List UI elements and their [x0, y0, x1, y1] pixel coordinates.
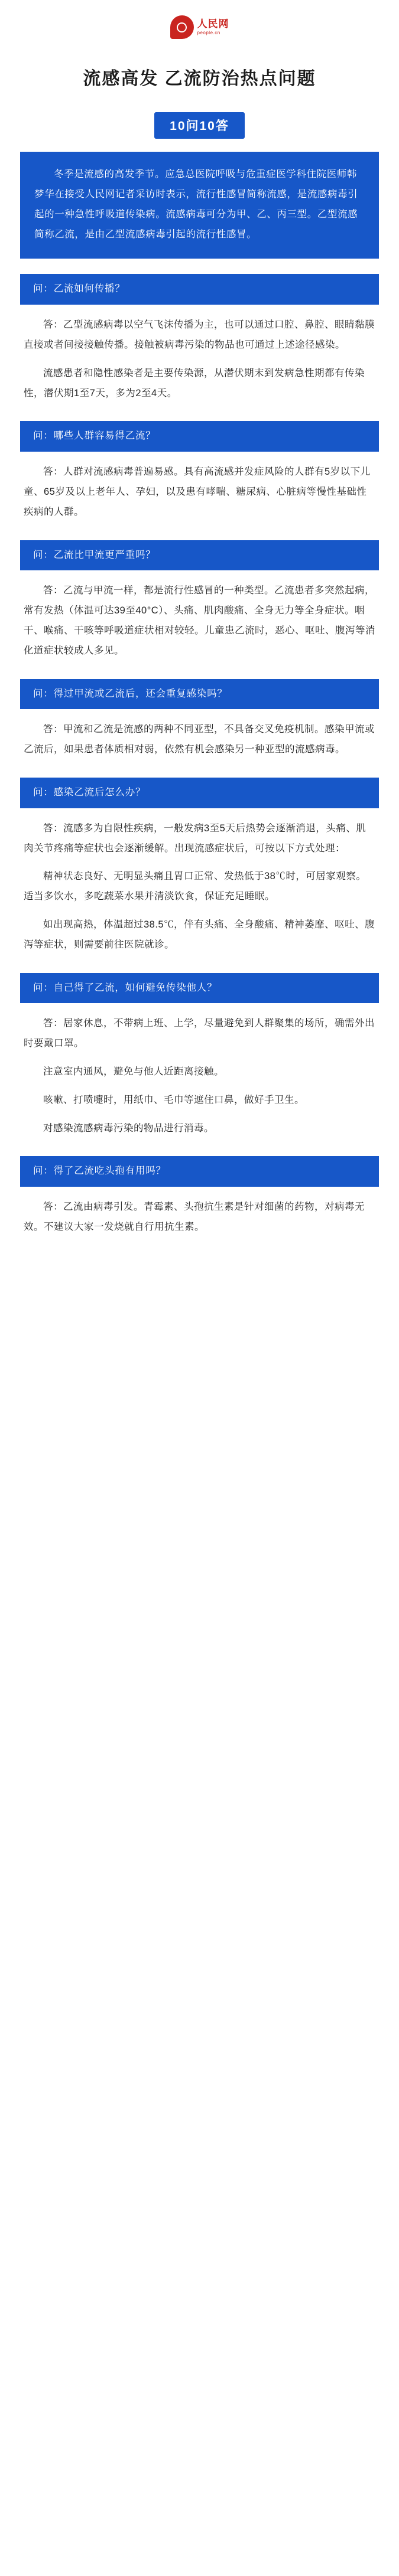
- article-content: [0, 152, 399, 1238]
- subtitle-badge: 10问10答: [154, 112, 245, 139]
- answer-paragraph: 答：居家休息，不带病上班、上学，尽量避免到人群聚集的场所，确需外出时要戴口罩。: [24, 1018, 375, 1049]
- answer-paragraph: 注意室内通风，避免与他人近距离接触。: [43, 1066, 224, 1077]
- question-1: 问：乙流如何传播？: [20, 274, 379, 305]
- logo-header: [0, 0, 399, 50]
- answer-7: [20, 1197, 379, 1238]
- answer-paragraph: 流感患者和隐性感染者是主要传染源，从潜伏期末到发病急性期都有传染性，潜伏期1至7天，多为2至4天。: [24, 367, 365, 399]
- question-7: 问：得了乙流吃头孢有用吗？: [20, 1156, 379, 1187]
- answer-3: [20, 581, 379, 661]
- page-title: 流感高发 乙流防治热点问题: [83, 69, 316, 89]
- logo-text: 人民网: [197, 18, 229, 30]
- answer-paragraph: 如出现高热，体温超过38.5℃，伴有头痛、全身酸痛、精神萎靡、呕吐、腹泻等症状，则需要前往医院就诊。: [24, 919, 375, 950]
- answer-paragraph: 答：流感多为自限性疾病，一般发病3至5天后热势会逐渐消退，头痛、肌肉关节疼痛等症状也会逐渐缓解。出现流感症状后，可按以下方式处理：: [24, 822, 366, 854]
- question-3: 问：乙流比甲流更严重吗？: [20, 540, 379, 571]
- answer-paragraph: 咳嗽、打喷嚏时，用纸巾、毛巾等遮住口鼻，做好手卫生。: [43, 1094, 304, 1105]
- intro-text: 冬季是流感的高发季节。应急总医院呼吸与危重症医学科住院医师韩梦华在接受人民网记者采访时表示，流行性感冒简称流感，是流感病毒引起的一种急性呼吸道传染病。流感病毒可分为甲、乙、丙三型。乙型流感简称乙流，是由乙型流感病毒引起的流行性感冒。: [34, 169, 358, 240]
- answer-paragraph: 答：乙型流感病毒以空气飞沫传播为主，也可以通过口腔、鼻腔、眼睛黏膜直接或者间接接触传播。接触被病毒污染的物品也可通过上述途径感染。: [24, 319, 375, 350]
- people-daily-logo-icon: [170, 15, 194, 39]
- answer-paragraph: 对感染流感病毒污染的物品进行消毒。: [43, 1122, 214, 1134]
- answer-4: [20, 720, 379, 760]
- answer-2: [20, 462, 379, 522]
- answer-paragraph: 答：人群对流感病毒普遍易感。具有高流感并发症风险的人群有5岁以下儿童、65岁及以上老年人、孕妇，以及患有哮喘、糖尿病、心脏病等慢性基础性疾病的人群。: [24, 466, 371, 517]
- answer-paragraph: 答：乙流与甲流一样，都是流行性感冒的一种类型。乙流患者多突然起病，常有发热（体温可达39至40°C）、头痛、肌肉酸痛、全身无力等全身症状。咽干、喉痛、干咳等呼吸道症状相对较轻。儿童患乙流时，恶心、呕吐、腹泻等消化道症状较成人多见。: [24, 585, 375, 656]
- question-2: 问：哪些人群容易得乙流？: [20, 421, 379, 452]
- question-4: 问：得过甲流或乙流后，还会重复感染吗？: [20, 679, 379, 710]
- subtitle-row: [0, 112, 399, 152]
- question-6: 问：自己得了乙流，如何避免传染他人？: [20, 973, 379, 1004]
- intro-block: [20, 152, 379, 259]
- answer-5: [20, 819, 379, 955]
- logo-text-group: [197, 19, 229, 35]
- question-5: 问：感染乙流后怎么办？: [20, 778, 379, 808]
- answer-paragraph: 答：乙流由病毒引发。青霉素、头孢抗生素是针对细菌的药物，对病毒无效。不建议大家一发烧就自行用抗生素。: [24, 1202, 365, 1232]
- answer-paragraph: 答：甲流和乙流是流感的两种不同亚型，不具备交叉免疫机制。感染甲流或乙流后，如果患者体质相对弱，依然有机会感染另一种亚型的流感病毒。: [24, 724, 375, 755]
- answer-1: [20, 315, 379, 403]
- logo-subtext: people.cn: [197, 30, 220, 35]
- answer-6: [20, 1014, 379, 1138]
- answer-paragraph: 精神状态良好、无明显头痛且胃口正常、发热低于38℃时，可居家观察。适当多饮水，多吃蔬菜水果并清淡饮食，保证充足睡眠。: [24, 871, 366, 902]
- people-daily-logo: [170, 15, 229, 39]
